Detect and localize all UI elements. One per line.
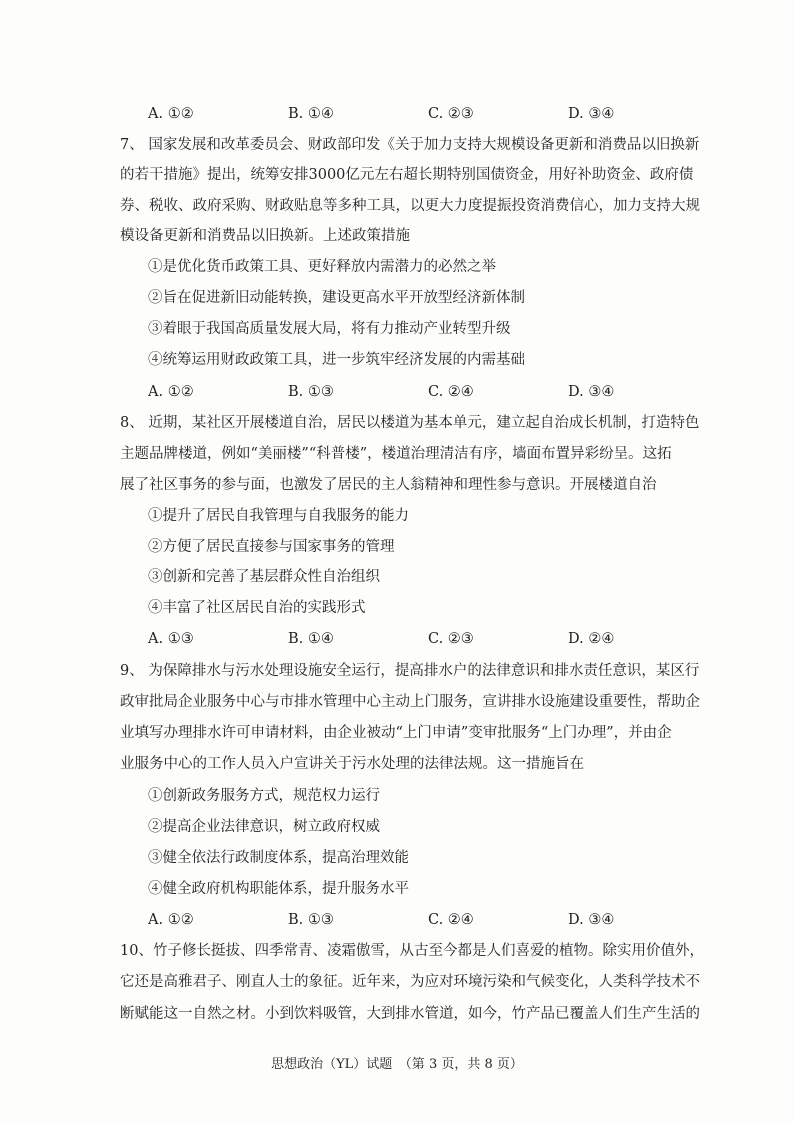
- option-b: B. ①③: [288, 912, 334, 928]
- question-stem-line: 9、 为保障排水与污水处理设施安全运行，提高排水户的法律意识和排水责任意识，某区行: [120, 663, 700, 679]
- question-stem-line: 10、竹子修长挺拔、四季常青、凌霜傲雪，从古至今都是人们喜爱的植物。除实用价值外，: [120, 943, 704, 959]
- option-b: B. ①③: [288, 384, 334, 400]
- statement-item: ④统筹运用财政政策工具，进一步筑牢经济发展的内需基础: [148, 352, 525, 368]
- option-d: D. ③④: [568, 384, 615, 400]
- statement-item: ④健全政府机构职能体系，提升服务水平: [148, 881, 409, 897]
- page-footer: 思想政治（YL）试题 （第 3 页，共 8 页）: [271, 1057, 523, 1072]
- statement-item: ③着眼于我国高质量发展大局，将有力推动产业转型升级: [148, 321, 511, 337]
- question-stem-line: 模设备更新和消费品以旧换新。上述政策措施: [120, 228, 410, 244]
- option-b: B. ①④: [288, 106, 334, 122]
- question-stem-line: 它还是高雅君子、刚直人士的象征。近年来，为应对环境污染和气候变化，人类科学技术不: [120, 974, 700, 990]
- question-stem-line: 业填写办理排水许可申请材料，由企业被动“上门申请”变审批服务“上门办理”，并由企: [120, 725, 672, 741]
- statement-item: ①提升了居民自我管理与自我服务的能力: [148, 508, 409, 524]
- option-d: D. ③④: [568, 912, 615, 928]
- option-a: A. ①③: [148, 631, 194, 647]
- option-b: B. ①④: [288, 631, 334, 647]
- statement-item: ③创新和完善了基层群众性自治组织: [148, 569, 380, 585]
- statement-item: ④丰富了社区居民自治的实践形式: [148, 600, 366, 616]
- option-d: D. ③④: [568, 106, 615, 122]
- question-stem-line: 7、 国家发展和改革委员会、财政部印发《关于加力支持大规模设备更新和消费品以旧换新: [120, 137, 700, 153]
- statement-item: ②提高企业法律意识，树立政府权威: [148, 819, 380, 835]
- question-stem-line: 主题品牌楼道，例如“美丽楼”“科普楼”，楼道治理清洁有序，墙面布置异彩纷呈。这拓: [120, 446, 672, 462]
- option-a: A. ①②: [148, 912, 194, 928]
- statement-item: ①是优化货币政策工具、更好释放内需潜力的必然之举: [148, 259, 496, 275]
- question-stem-line: 展了社区事务的参与面，也激发了居民的主人翁精神和理性参与意识。开展楼道自治: [120, 477, 657, 493]
- statement-item: ③健全依法行政制度体系，提高治理效能: [148, 850, 409, 866]
- question-stem-line: 的若干措施》提出，统筹安排3000亿元左右超长期特别国债资金，用好补助资金、政府债: [120, 167, 694, 183]
- option-c: C. ②③: [428, 631, 474, 647]
- question-stem-line: 8、 近期，某社区开展楼道自治，居民以楼道为基本单元，建立起自治成长机制，打造特色: [120, 415, 700, 431]
- statement-item: ②方便了居民直接参与国家事务的管理: [148, 539, 395, 555]
- question-stem-line: 断赋能这一自然之材。小到饮料吸管，大到排水管道，如今，竹产品已覆盖人们生产生活的: [120, 1006, 700, 1022]
- option-a: A. ①②: [148, 106, 194, 122]
- option-c: C. ②④: [428, 912, 474, 928]
- option-a: A. ①②: [148, 384, 194, 400]
- statement-item: ②旨在促进新旧动能转换，建设更高水平开放型经济新体制: [148, 290, 525, 306]
- question-stem-line: 券、税收、政府采购、财政贴息等多种工具，以更大力度提振投资消费信心，加力支持大规: [120, 198, 700, 214]
- option-c: C. ②③: [428, 106, 474, 122]
- option-d: D. ②④: [568, 631, 615, 647]
- question-stem-line: 业服务中心的工作人员入户宣讲关于污水处理的法律法规。这一措施旨在: [120, 756, 584, 772]
- option-c: C. ②④: [428, 384, 474, 400]
- question-stem-line: 政审批局企业服务中心与市排水管理中心主动上门服务，宣讲排水设施建设重要性，帮助企: [120, 694, 700, 710]
- statement-item: ①创新政务服务方式，规范权力运行: [148, 788, 380, 804]
